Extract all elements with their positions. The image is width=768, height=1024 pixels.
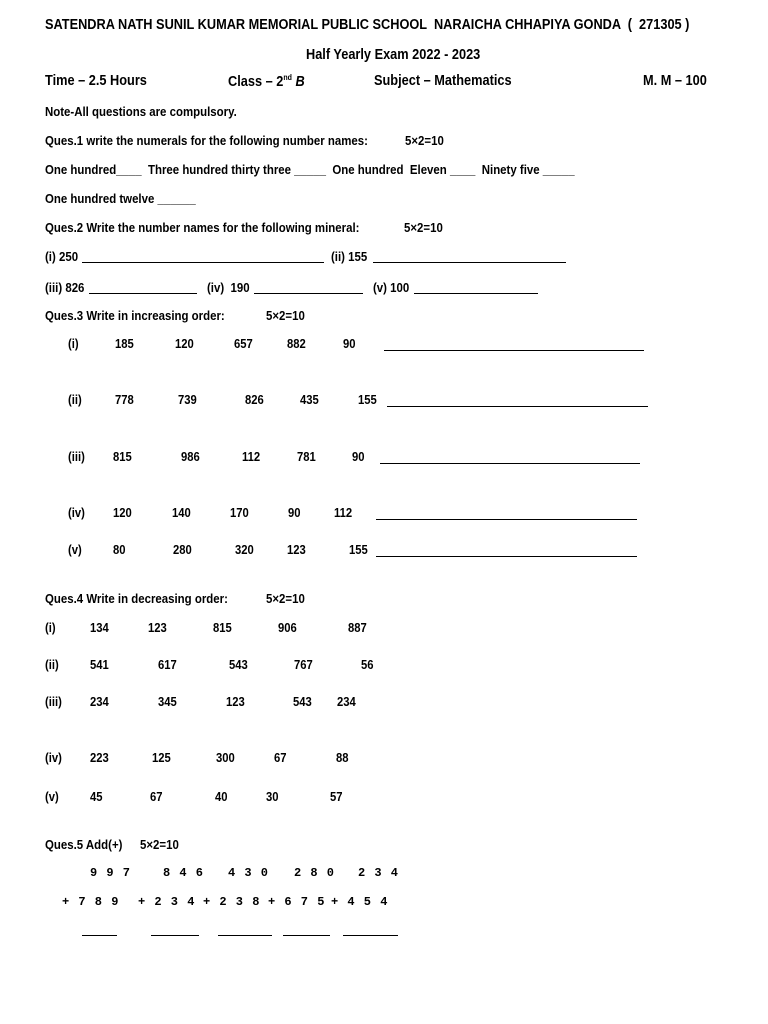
- q4-number: 234: [90, 695, 109, 709]
- q4-number: 906: [278, 621, 297, 635]
- answer-line[interactable]: [254, 293, 363, 294]
- school-name: SATENDRA NATH SUNIL KUMAR MEMORIAL PUBLIC SCHOOL NARAICHA CHHAPIYA GONDA ( 271305 ): [45, 17, 690, 33]
- q3-number: 120: [175, 337, 194, 351]
- q4-number: 125: [152, 751, 171, 765]
- max-marks: M. M – 100: [643, 73, 707, 89]
- q3-number: 112: [334, 506, 353, 520]
- q5-bottom-number: + 7 8 9: [62, 895, 120, 909]
- q3-row-label: (i): [68, 337, 79, 351]
- q3-number: 815: [113, 450, 132, 464]
- sum-line[interactable]: [82, 935, 117, 936]
- q3-row-label: (v): [68, 543, 82, 557]
- q4-number: 543: [293, 695, 312, 709]
- q3-number: 120: [113, 506, 132, 520]
- q3-number: 185: [115, 337, 134, 351]
- q3-number: 90: [288, 506, 301, 520]
- q4-number: 543: [229, 658, 248, 672]
- q3-row-label: (ii): [68, 393, 82, 407]
- q2-marks: 5×2=10: [404, 220, 443, 235]
- q1-line1: One hundred____ Three hundred thirty three _____ One hundred Eleven ____ Ninety five _____: [45, 162, 575, 177]
- q3-number: 123: [287, 543, 306, 557]
- q4-number: 300: [216, 751, 235, 765]
- answer-line[interactable]: [380, 463, 640, 464]
- q3-number: 739: [178, 393, 197, 407]
- q4-number: 67: [274, 751, 287, 765]
- answer-line[interactable]: [376, 519, 637, 520]
- q4-title: Ques.4 Write in decreasing order:: [45, 591, 228, 606]
- q3-number: 155: [358, 393, 377, 407]
- q3-title: Ques.3 Write in increasing order:: [45, 308, 225, 323]
- q1-line2: One hundred twelve ______: [45, 191, 196, 206]
- q4-row-label: (ii): [45, 658, 59, 672]
- q3-number: 140: [172, 506, 191, 520]
- q4-row-label: (v): [45, 790, 59, 804]
- answer-line[interactable]: [373, 262, 566, 263]
- q3-number: 280: [173, 543, 192, 557]
- q2-item-v: (v) 100: [373, 280, 410, 295]
- q4-number: 30: [266, 790, 279, 804]
- q3-number: 320: [235, 543, 254, 557]
- q3-number: 80: [113, 543, 126, 557]
- q5-top-number: 8 4 6: [163, 866, 205, 880]
- sum-line[interactable]: [343, 935, 398, 936]
- q4-number: 134: [90, 621, 109, 635]
- sum-line[interactable]: [218, 935, 272, 936]
- time-label: Time – 2.5 Hours: [45, 73, 147, 89]
- answer-line[interactable]: [384, 350, 644, 351]
- note: Note-All questions are compulsory.: [45, 104, 237, 119]
- q4-number: 223: [90, 751, 109, 765]
- q3-number: 882: [287, 337, 306, 351]
- answer-line[interactable]: [82, 262, 324, 263]
- q4-number: 887: [348, 621, 367, 635]
- q5-bottom-number: + 2 3 4: [138, 895, 196, 909]
- q4-marks: 5×2=10: [266, 591, 305, 606]
- q2-item-i: (i) 250: [45, 249, 79, 264]
- q5-bottom-number: + 6 7 5: [268, 895, 326, 909]
- q4-number: 67: [150, 790, 163, 804]
- class-section: B: [291, 73, 305, 90]
- q4-number: 767: [294, 658, 313, 672]
- answer-line[interactable]: [387, 406, 648, 407]
- q5-marks: 5×2=10: [140, 837, 179, 852]
- q3-number: 155: [349, 543, 368, 557]
- q5-top-number: 2 3 4: [358, 866, 400, 880]
- q4-number: 617: [158, 658, 177, 672]
- answer-line[interactable]: [414, 293, 538, 294]
- q4-number: 56: [361, 658, 374, 672]
- q3-number: 986: [181, 450, 200, 464]
- q5-top-number: 9 9 7: [90, 866, 132, 880]
- q5-title: Ques.5 Add(+): [45, 837, 123, 852]
- q1-title: Ques.1 write the numerals for the following number names:: [45, 133, 368, 148]
- q3-number: 112: [242, 450, 261, 464]
- q4-number: 40: [215, 790, 228, 804]
- class-superscript: nd: [283, 73, 292, 82]
- exam-title: Half Yearly Exam 2022 - 2023: [306, 47, 481, 63]
- q4-number: 541: [90, 658, 109, 672]
- subject-label: Subject – Mathematics: [374, 73, 512, 89]
- q4-row-label: (i): [45, 621, 56, 635]
- q3-number: 826: [245, 393, 264, 407]
- q3-row-label: (iii): [68, 450, 85, 464]
- q2-item-iii: (iii) 826: [45, 280, 85, 295]
- q3-number: 170: [230, 506, 249, 520]
- q3-number: 90: [352, 450, 365, 464]
- sum-line[interactable]: [283, 935, 330, 936]
- answer-line[interactable]: [376, 556, 637, 557]
- q3-row-label: (iv): [68, 506, 85, 520]
- q3-number: 90: [343, 337, 356, 351]
- answer-line[interactable]: [89, 293, 197, 294]
- q4-number: 123: [226, 695, 245, 709]
- q4-number: 123: [148, 621, 167, 635]
- q3-number: 781: [297, 450, 316, 464]
- q4-number: 45: [90, 790, 103, 804]
- q4-number: 57: [330, 790, 343, 804]
- q4-number: 345: [158, 695, 177, 709]
- q5-top-number: 4 3 0: [228, 866, 270, 880]
- q2-title: Ques.2 Write the number names for the following mineral:: [45, 220, 360, 235]
- q3-number: 435: [300, 393, 319, 407]
- q4-number: 88: [336, 751, 349, 765]
- q3-number: 778: [115, 393, 134, 407]
- q3-marks: 5×2=10: [266, 308, 305, 323]
- q5-bottom-number: + 2 3 8: [203, 895, 261, 909]
- q4-row-label: (iv): [45, 751, 62, 765]
- q5-bottom-number: + 4 5 4: [331, 895, 389, 909]
- q4-row-label: (iii): [45, 695, 62, 709]
- q5-top-number: 2 8 0: [294, 866, 336, 880]
- sum-line[interactable]: [151, 935, 199, 936]
- q4-number: 815: [213, 621, 232, 635]
- class-prefix: Class – 2: [228, 73, 284, 90]
- q3-number: 657: [234, 337, 253, 351]
- q1-marks: 5×2=10: [405, 133, 444, 148]
- q4-number: 234: [337, 695, 356, 709]
- class-label: [228, 73, 305, 90]
- q2-item-iv: (iv) 190: [207, 280, 250, 295]
- q2-item-ii: (ii) 155: [331, 249, 368, 264]
